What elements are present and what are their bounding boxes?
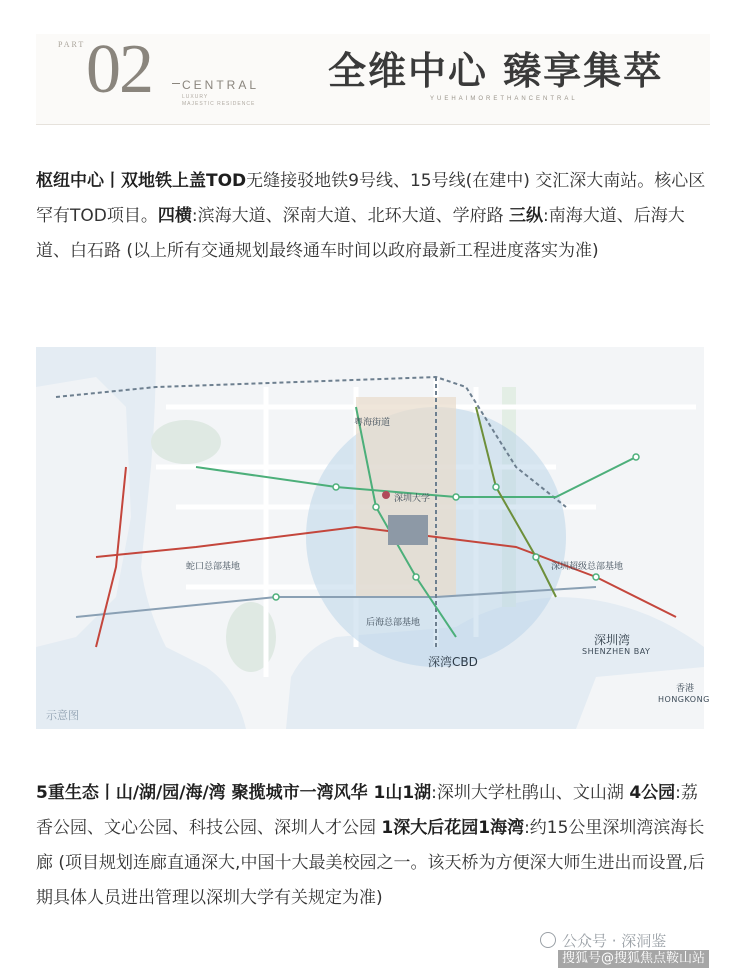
account-watermark [540, 930, 666, 951]
map-note: 示意图 [46, 709, 79, 722]
map-graphic [36, 347, 704, 729]
project-marker [388, 515, 428, 545]
map-label-houhai: 后海总部基地 [366, 618, 421, 628]
three-vertical-text: :南海大道、后海大道、白石路 (以上所有交通规划最终通车时间以政府最新工程进度落实为准) [36, 206, 685, 261]
parks-text: :荔香公园、文心公园、科技公园、深圳人才公园 [36, 783, 698, 838]
parks-heading: 4公园 [629, 783, 676, 803]
four-horizontal-heading: 四横 [157, 206, 192, 226]
divider [172, 83, 180, 84]
bay-heading: 1深大后花园1海湾 [381, 818, 525, 838]
hub-heading: 枢纽中心丨双地铁上盖TOD [36, 171, 247, 191]
land-west [36, 377, 131, 647]
map-label-hk: 香港 [676, 684, 695, 694]
four-horizontal-text: :滨海大道、深南大道、北环大道、学府路 [191, 206, 509, 226]
three-vertical-heading: 三纵 [509, 206, 543, 226]
ecology-text: :深圳大学杜鹃山、文山湖 [431, 783, 630, 803]
hub-paragraph [36, 164, 710, 269]
footer-watermark: 搜狐号@搜狐焦点鞍山站 [558, 950, 709, 968]
ecology-paragraph [36, 776, 710, 916]
page-subtitle: YUEHAIMORETHANCENTRAL [430, 96, 578, 102]
map-label-shekou: 蛇口总部基地 [186, 562, 241, 572]
map-label-szu: 深圳大学 [394, 494, 431, 504]
part-label: PART [58, 40, 86, 49]
central-label: CENTRAL [182, 78, 260, 92]
location-map [36, 347, 710, 729]
hub-text: 无缝接驳地铁9号线、15号线(在建中) 交汇深大南站。核心区罕有TOD项目。 [36, 171, 706, 226]
szu-marker [382, 491, 390, 499]
bay-text: :约15公里深圳湾滨海长廊 (项目规划连廊直通深大,中国十大最美校园之一。该天桥为方便深大师生进出而设置,后期具体人员进出管理以深圳大学有关规定为准) [36, 818, 705, 908]
map-label-yuehai: 粤海街道 [354, 418, 391, 428]
section-header [0, 0, 740, 150]
account-name: 公众号 · 深洞鉴 [562, 932, 667, 950]
map-label-cbd: 深湾CBD [428, 655, 478, 669]
ecology-heading: 5重生态丨山/湖/园/海/湾 聚揽城市一湾风华 1山1湖 [36, 783, 432, 803]
luxury-label [182, 94, 255, 108]
map-label-hk-en: HONGKONG [658, 695, 710, 704]
park-area [151, 420, 221, 464]
luxury-line-2: MAJESTIC RESIDENCE [182, 101, 256, 107]
map-label-bay: 深圳湾 [594, 633, 631, 647]
map-label-bay-en: SHENZHEN BAY [582, 647, 651, 656]
luxury-line-1: LUXURY [182, 94, 209, 100]
section-number: 02 [86, 31, 152, 108]
map-label-super-hq: 深圳超级总部基地 [551, 562, 624, 572]
page-title: 全维中心 臻享集萃 [328, 48, 664, 93]
wechat-icon [540, 932, 556, 948]
